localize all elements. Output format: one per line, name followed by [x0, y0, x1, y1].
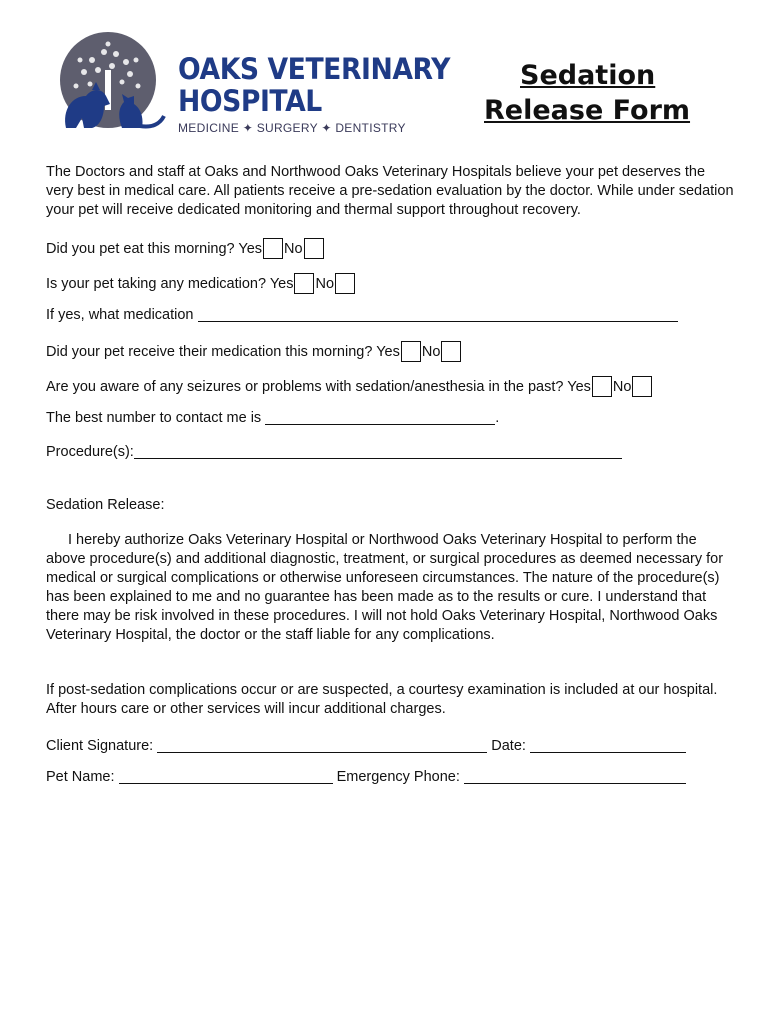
- medication-field[interactable]: [198, 307, 678, 322]
- intro-paragraph: The Doctors and staff at Oaks and Northwood Oaks Veterinary Hospitals believe your pet deserves the very best in medical care. All patients receive a pre-sedation evaluation by the doctor. While under sedation your pet will receive dedicated monitoring and thermal support throughout recovery.: [46, 164, 734, 218]
- date-field[interactable]: [530, 738, 686, 753]
- question-label: The best number to contact me is: [46, 410, 262, 426]
- brand-name-line1: OAKS VETERINARY: [178, 52, 451, 86]
- yes-checkbox[interactable]: [592, 376, 612, 397]
- release-heading: Sedation Release:: [46, 497, 165, 513]
- question-seizures-sedation: [46, 376, 653, 397]
- client-signature-label: Client Signature:: [46, 738, 154, 754]
- emergency-phone-field[interactable]: [464, 769, 686, 784]
- form-title-line1: Sedation: [520, 60, 656, 91]
- question-label: Procedure(s):: [46, 444, 134, 460]
- yes-label: Yes: [238, 241, 263, 257]
- pet-row: [46, 769, 686, 785]
- post-sedation-paragraph: If post-sedation complications occur or are suspected, a courtesy examination is included at our hospital. After hours care or other services will incur additional charges.: [46, 682, 718, 717]
- question-received-medication: [46, 341, 462, 362]
- emergency-phone-label: Emergency Phone:: [336, 769, 460, 785]
- yes-label: Yes: [376, 344, 400, 360]
- no-label: No: [612, 379, 632, 395]
- no-label: No: [284, 241, 303, 257]
- no-checkbox[interactable]: [441, 341, 461, 362]
- question-label: If yes, what medication: [46, 307, 194, 323]
- yes-label: Yes: [269, 276, 294, 292]
- question-label: Is your pet taking any medication?: [46, 276, 267, 292]
- question-which-medication: [46, 307, 678, 323]
- no-label: No: [315, 276, 335, 292]
- no-label: No: [421, 344, 441, 360]
- question-taking-medication: [46, 273, 356, 294]
- date-label: Date:: [491, 738, 526, 754]
- yes-checkbox[interactable]: [263, 238, 283, 259]
- brand-tagline: MEDICINE ✦ SURGERY ✦ DENTISTRY: [178, 121, 406, 135]
- client-signature-field[interactable]: [157, 738, 487, 753]
- form-title-line2: Release Form: [484, 95, 691, 126]
- question-ate-this-morning: [46, 238, 325, 259]
- signature-row: [46, 738, 686, 754]
- yes-label: Yes: [567, 379, 591, 395]
- tree-dog-cat-logo-icon: [52, 30, 182, 140]
- procedures-field[interactable]: [134, 444, 622, 459]
- no-checkbox[interactable]: [632, 376, 652, 397]
- question-label: Did you pet eat this morning?: [46, 241, 235, 257]
- question-contact-number: [46, 410, 499, 426]
- question-label: Are you aware of any seizures or problems with sedation/anesthesia in the past?: [46, 379, 564, 395]
- no-checkbox[interactable]: [304, 238, 324, 259]
- pet-name-field[interactable]: [119, 769, 333, 784]
- no-checkbox[interactable]: [335, 273, 355, 294]
- period: .: [495, 410, 500, 426]
- yes-checkbox[interactable]: [401, 341, 421, 362]
- question-label: Did your pet receive their medication this morning?: [46, 344, 373, 360]
- contact-number-field[interactable]: [265, 410, 495, 425]
- pet-name-label: Pet Name:: [46, 769, 115, 785]
- release-paragraph: I hereby authorize Oaks Veterinary Hospital or Northwood Oaks Veterinary Hospital to perform the above procedure(s) and additional diagnostic, treatment, or surgical procedures as deemed necessary for medical or surgical complications or otherwise unforeseen circumstances. The nature of the procedure(s) has been explained to me and no guarantee has been made as to the results or cure. I understand that there may be risk involved in these procedures. I will not hold Oaks Veterinary Hospital, Northwood Oaks Veterinary Hospital, the doctor or the staff liable for any complications.: [46, 532, 724, 643]
- yes-checkbox[interactable]: [294, 273, 314, 294]
- brand-name-line2: HOSPITAL: [178, 84, 322, 118]
- question-procedures: [46, 444, 622, 460]
